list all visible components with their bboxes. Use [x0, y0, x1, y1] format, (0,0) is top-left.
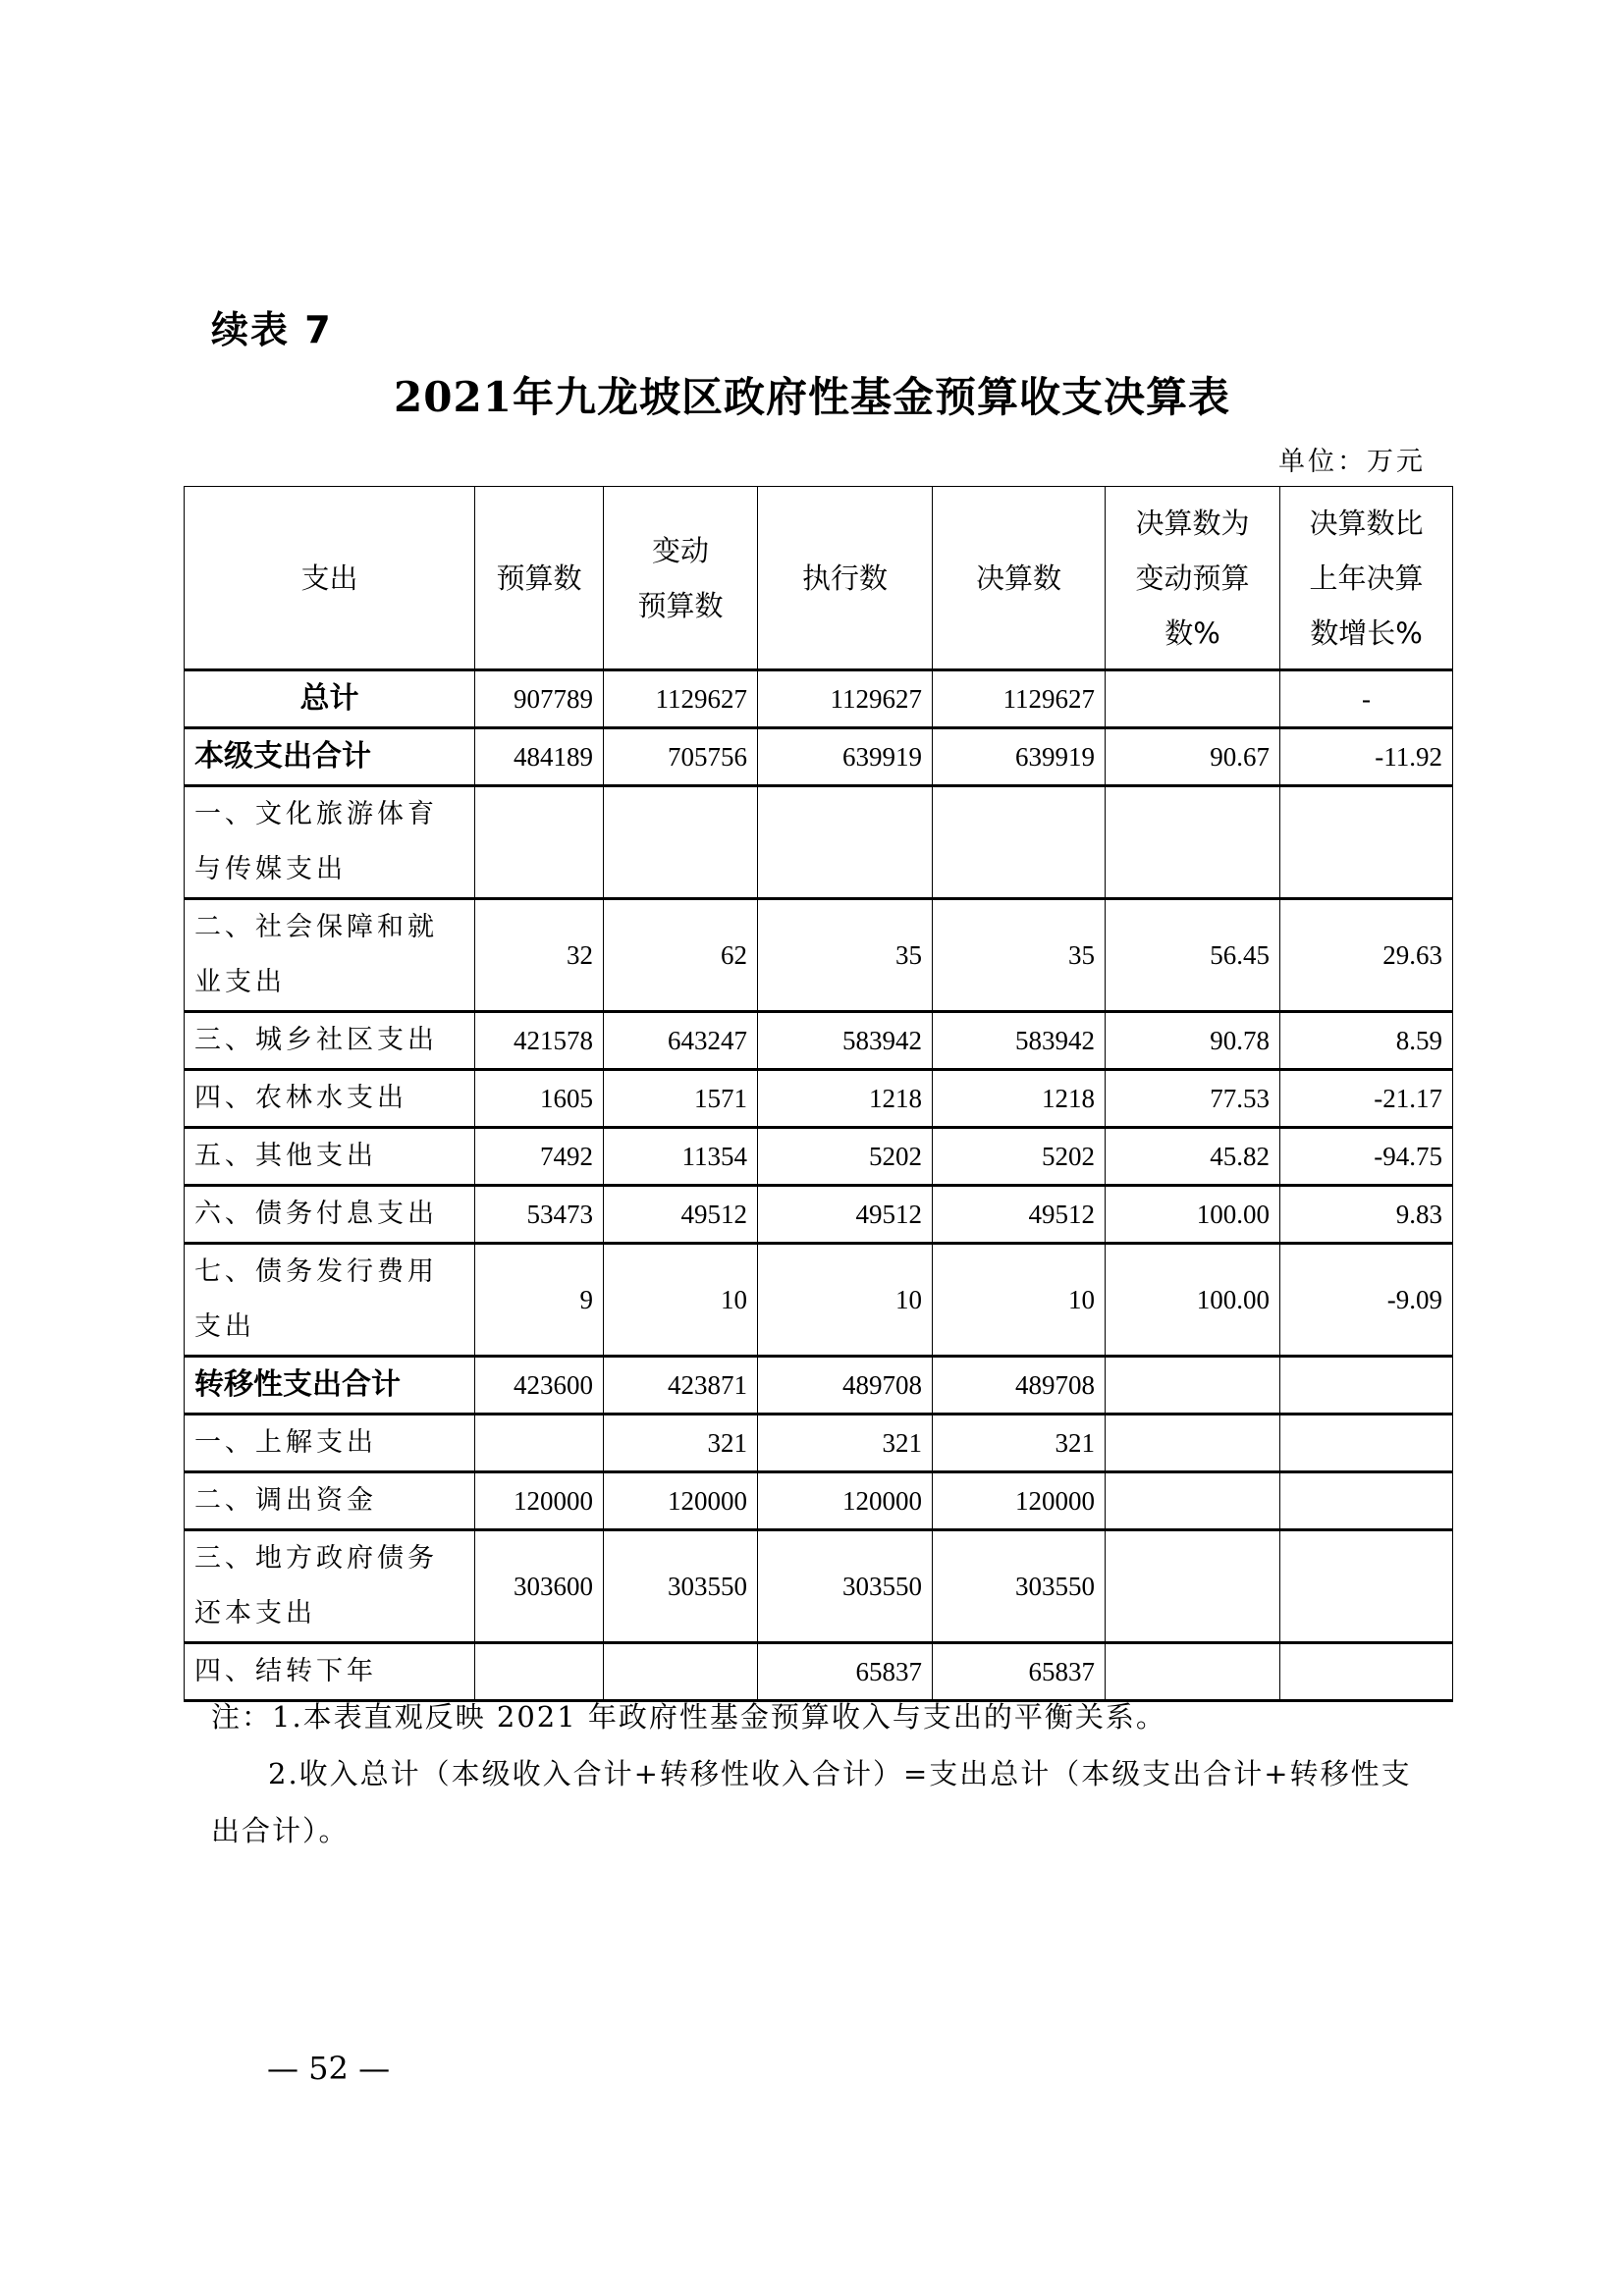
unit-label: 单位：万元: [1278, 447, 1426, 477]
column-header-line: 预算数: [637, 588, 724, 622]
table-cell: 1218: [758, 1070, 933, 1128]
table-cell: [1106, 786, 1280, 899]
table-cell: 62: [604, 899, 758, 1012]
table-cell: 8.59: [1280, 1012, 1453, 1070]
column-header-line: 预算数: [496, 561, 582, 595]
table-cell: 639919: [933, 728, 1106, 786]
table-cell: 100.00: [1106, 1244, 1280, 1357]
table-cell: 77.53: [1106, 1070, 1280, 1128]
table-cell: [1280, 786, 1453, 899]
column-header-line: 变动: [651, 533, 709, 567]
column-header-line: 上年决算: [1309, 561, 1424, 595]
table-cell: 421578: [475, 1012, 604, 1070]
table-row: [185, 1070, 1453, 1128]
table-cell: 489708: [933, 1357, 1106, 1415]
row-label: 三、城乡社区支出: [185, 1012, 475, 1070]
table-row: [185, 1357, 1453, 1415]
table-cell: 45.82: [1106, 1128, 1280, 1186]
table-cell: 120000: [475, 1472, 604, 1530]
column-header-line: 数增长%: [1310, 615, 1423, 650]
column-header: [1106, 487, 1280, 670]
table-cell: 583942: [758, 1012, 933, 1070]
row-label: 三、地方政府债务还本支出: [185, 1530, 475, 1643]
row-label: 本级支出合计: [185, 728, 475, 786]
table-row: [185, 1530, 1453, 1643]
table-cell: 423871: [604, 1357, 758, 1415]
table-cell: [475, 1415, 604, 1472]
table-cell: [1106, 1357, 1280, 1415]
table-cell: 489708: [758, 1357, 933, 1415]
table-cell: 9: [475, 1244, 604, 1357]
table-cell: [933, 786, 1106, 899]
table-cell: 10: [933, 1244, 1106, 1357]
column-header: [1280, 487, 1453, 670]
row-label: 转移性支出合计: [185, 1357, 475, 1415]
table-row: [185, 1472, 1453, 1530]
table-body: [185, 670, 1453, 1701]
table-cell: [1106, 670, 1280, 728]
row-label: 总计: [185, 670, 475, 728]
table-cell: 120000: [604, 1472, 758, 1530]
column-header-line: 支出: [300, 561, 358, 595]
page-number: — 52 —: [267, 2050, 391, 2087]
table-cell: 56.45: [1106, 899, 1280, 1012]
table-cell: -21.17: [1280, 1070, 1453, 1128]
table-cell: 7492: [475, 1128, 604, 1186]
table-cell: 1218: [933, 1070, 1106, 1128]
table-cell: 5202: [933, 1128, 1106, 1186]
note-2: 2.收入总计（本级收入合计+转移性收入合计）=支出总计（本级支出合计+转移性支出合计）。: [211, 1757, 1412, 1847]
document-title: 2021年九龙坡区政府性基金预算收支决算表: [394, 373, 1230, 421]
budget-table: [184, 486, 1453, 1702]
table-cell: 32: [475, 899, 604, 1012]
continuation-label: 续表 7: [211, 308, 333, 351]
column-header: [604, 487, 758, 670]
table-cell: 1129627: [933, 670, 1106, 728]
table-cell: -9.09: [1280, 1244, 1453, 1357]
table-cell: 65837: [933, 1643, 1106, 1701]
table-cell: 120000: [758, 1472, 933, 1530]
table-cell: 49512: [758, 1186, 933, 1244]
table-cell: 5202: [758, 1128, 933, 1186]
table-cell: 907789: [475, 670, 604, 728]
row-label: 六、债务付息支出: [185, 1186, 475, 1244]
table-cell: 100.00: [1106, 1186, 1280, 1244]
table-cell: 484189: [475, 728, 604, 786]
row-label: 四、结转下年: [185, 1643, 475, 1701]
table-cell: [1280, 1530, 1453, 1643]
table-cell: 49512: [933, 1186, 1106, 1244]
column-header-line: 决算数: [975, 561, 1061, 595]
table-cell: 1605: [475, 1070, 604, 1128]
table-cell: 423600: [475, 1357, 604, 1415]
table-cell: 90.67: [1106, 728, 1280, 786]
table-cell: 303600: [475, 1530, 604, 1643]
table-cell: -: [1280, 670, 1453, 728]
table-cell: [1106, 1415, 1280, 1472]
column-header-line: 决算数比: [1309, 506, 1424, 540]
table-header-row: [185, 487, 1453, 670]
row-label: 七、债务发行费用支出: [185, 1244, 475, 1357]
table-cell: 10: [758, 1244, 933, 1357]
table-cell: 321: [933, 1415, 1106, 1472]
table-cell: 9.83: [1280, 1186, 1453, 1244]
column-header: [475, 487, 604, 670]
column-header: [758, 487, 933, 670]
table-row: [185, 1244, 1453, 1357]
table-row: [185, 1012, 1453, 1070]
note-1: 注：1.本表直观反映 2021 年政府性基金预算收入与支出的平衡关系。: [211, 1700, 1166, 1734]
table-row: [185, 670, 1453, 728]
table-cell: [758, 786, 933, 899]
table-cell: 303550: [604, 1530, 758, 1643]
table-cell: 321: [758, 1415, 933, 1472]
table-cell: 29.63: [1280, 899, 1453, 1012]
table-cell: [1280, 1472, 1453, 1530]
column-header: [933, 487, 1106, 670]
table-cell: 11354: [604, 1128, 758, 1186]
table-cell: 10: [604, 1244, 758, 1357]
table-cell: 303550: [933, 1530, 1106, 1643]
column-header-line: 数%: [1164, 615, 1220, 650]
table-cell: 303550: [758, 1530, 933, 1643]
notes: [211, 1688, 1438, 1859]
column-header-line: 执行数: [801, 561, 888, 595]
table-cell: 49512: [604, 1186, 758, 1244]
row-label: 四、农林水支出: [185, 1070, 475, 1128]
table-row: [185, 1186, 1453, 1244]
table-row: [185, 899, 1453, 1012]
row-label: 一、文化旅游体育与传媒支出: [185, 786, 475, 899]
table-row: [185, 728, 1453, 786]
table-cell: [604, 786, 758, 899]
table-cell: 35: [933, 899, 1106, 1012]
table-cell: -11.92: [1280, 728, 1453, 786]
table-cell: -94.75: [1280, 1128, 1453, 1186]
table-cell: 583942: [933, 1012, 1106, 1070]
table-cell: 90.78: [1106, 1012, 1280, 1070]
row-label: 五、其他支出: [185, 1128, 475, 1186]
row-label: 二、调出资金: [185, 1472, 475, 1530]
table-cell: 639919: [758, 728, 933, 786]
table-cell: 1571: [604, 1070, 758, 1128]
row-label: 二、社会保障和就业支出: [185, 899, 475, 1012]
table-cell: 643247: [604, 1012, 758, 1070]
table-cell: 1129627: [604, 670, 758, 728]
column-header-line: 变动预算: [1135, 561, 1250, 595]
table-row: [185, 786, 1453, 899]
column-header-line: 决算数为: [1135, 506, 1250, 540]
table-cell: [1280, 1415, 1453, 1472]
table-cell: [475, 786, 604, 899]
table-row: [185, 1128, 1453, 1186]
table-cell: [1106, 1530, 1280, 1643]
table-cell: 705756: [604, 728, 758, 786]
table-cell: 120000: [933, 1472, 1106, 1530]
table-cell: 53473: [475, 1186, 604, 1244]
table-cell: 1129627: [758, 670, 933, 728]
table-cell: 35: [758, 899, 933, 1012]
table-cell: [1280, 1357, 1453, 1415]
row-label: 一、上解支出: [185, 1415, 475, 1472]
column-header: [185, 487, 475, 670]
table-cell: 321: [604, 1415, 758, 1472]
table-cell: 65837: [758, 1643, 933, 1701]
table-cell: [1106, 1472, 1280, 1530]
table-row: [185, 1415, 1453, 1472]
